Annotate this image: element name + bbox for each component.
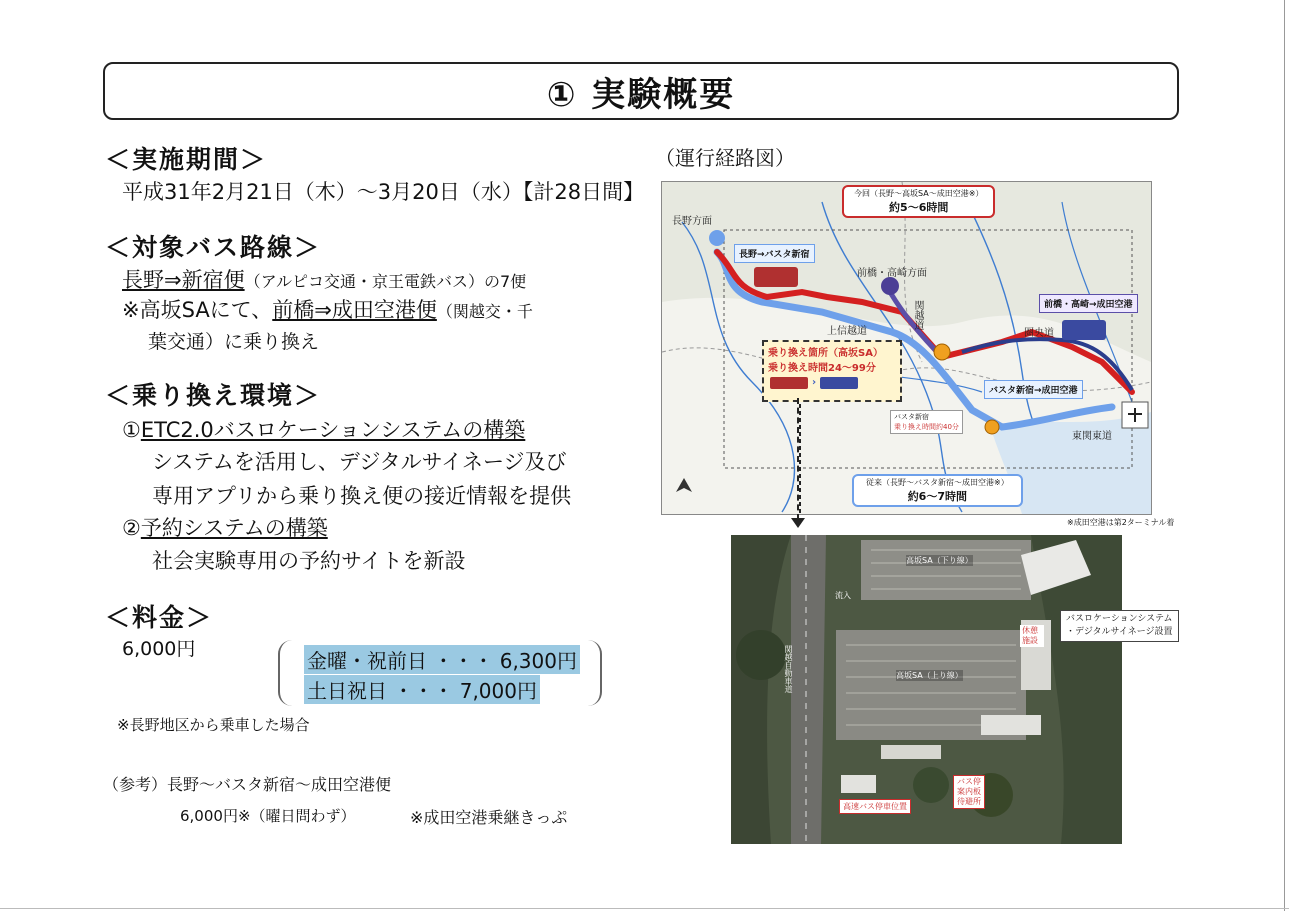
reference-ticket-note: ※成田空港乗継きっぷ [410,808,568,827]
old-route-time: 約6～7時間 [907,490,967,503]
period-heading: ＜実施期間＞ [105,145,268,174]
current-route-label: 今回（長野～高坂SA～成田空港※） [854,189,984,198]
transfer-point-time: 乗り換え時間24～99分 [768,363,876,374]
page-edge-right [1284,0,1285,911]
route-transfer-prefix: ※高坂SAにて、 [122,298,273,322]
route-transfer-operators: （関越交・千 [436,302,533,321]
map-footnote: ※成田空港は第2ターミナル着 [1067,518,1175,527]
fare-friday: 金曜・祝前日 ・・・ 6,300円 [304,645,580,674]
fare-base: 6,000円 [122,638,196,660]
transfer-item-2-title: 予約システムの構築 [140,516,328,540]
transfer-item-2-desc: 社会実験専用の予約サイトを新設 [152,549,466,573]
route-maebashi-narita: 前橋⇒成田空港便 [272,298,437,322]
facility-label: 休憩施設 [1020,625,1044,647]
label-kanetsu: 関越道 [912,300,923,330]
reference-line-2: 6,000円※（曜日問わず） [180,807,356,825]
reference-line-1: （参考）長野～バスタ新宿～成田空港便 [103,775,392,794]
shinjuku-transfer-time: 乗り換え時間約40分 [894,423,959,431]
route-nagano-shinjuku: 長野⇒新宿便 [122,268,245,292]
shinjuku-transfer-box [890,410,963,434]
busloc-line-2: ・デジタルサイネージ設置 [1066,627,1173,637]
transfer-item-1-desc-2: 専用アプリから乗り換え便の接近情報を提供 [152,484,572,508]
fare-heading: ＜料金＞ [105,603,214,632]
shinjuku-transfer-name: バスタ新宿 [894,413,929,421]
label-maebashi: 前橋・高崎方面 [857,268,927,279]
entry-label: 流入 [835,591,851,600]
current-route-callout [842,185,995,218]
transfer-item-2 [122,512,328,542]
highway-label: 関越自動車道 [784,645,793,693]
transfer-item-1-num: ① [122,418,141,442]
route-line-3: 葉交通）に乗り換え [148,331,320,353]
sa-up-label: 高坂SA（上り線） [896,671,963,680]
stop-sign-box [953,775,985,809]
transfer-heading: ＜乗り換え環境＞ [105,381,322,410]
route-line-2 [122,294,533,324]
arrow-right-icon: › [812,377,817,388]
transfer-point-name: 乗り換え箇所（高坂SA） [768,348,883,359]
aerial-photo [731,535,1122,844]
bus-blue-icon [820,377,858,389]
transfer-item-1-title: ETC2.0バスロケーションシステムの構築 [140,418,526,442]
label-nagano: 長野方面 [672,216,712,227]
transfer-item-2-num: ② [122,516,141,540]
connector-arrow-icon [791,518,805,528]
label-joshinetsu: 上信越道 [827,326,867,337]
busloc-callout [1060,610,1179,642]
transfer-item-1-desc-1: システムを活用し、デジタルサイネージ及び [152,450,567,474]
fare-weekend: 土日祝日 ・・・ 7,000円 [304,675,540,704]
route-heading: ＜対象バス路線＞ [105,233,322,262]
fare-note: ※長野地区から乗車した場合 [117,716,310,734]
stop-sign-line-1: バス停 [957,777,981,786]
period-dates: 平成31年2月21日（木）～3月20日（水）【計28日間】 [122,180,645,204]
route-line-1 [122,264,526,294]
route-operators: （アルピコ交通・京王電鉄バス）の7便 [244,272,527,291]
label-kenodo: 圏央道 [1024,328,1054,339]
sa-down-label: 高坂SA（下り線） [906,556,973,565]
map-caption: （運行経路図） [655,146,795,170]
label-higashikanto: 東関東道 [1072,431,1112,442]
connector-line [797,398,799,520]
old-route-label: 従来（長野～バスタ新宿～成田空港※） [866,478,1009,487]
current-route-time: 約5～6時間 [889,201,949,214]
route-map [661,181,1152,515]
busloc-line-1: バスロケーションシステム [1066,614,1173,624]
page-edge-bottom [0,908,1289,909]
route-map-graphic [662,182,1151,514]
page-title-text: ① 実験概要 [546,74,736,115]
label-nagano-shinjuku: 長野→バスタ新宿 [734,244,815,263]
stop-sign-line-2: 案内板 [957,787,981,796]
bus-stop-label: 高速バス停車位置 [839,799,911,814]
label-maebashi-narita: 前橋・高崎→成田空港 [1039,294,1138,313]
old-route-callout [852,474,1023,507]
page-title [103,62,1179,120]
stop-sign-line-3: 待避所 [957,797,981,806]
transfer-item-1 [122,414,525,444]
label-shinjuku-narita: バスタ新宿→成田空港 [984,380,1083,399]
transfer-point-box [762,340,902,402]
bus-red-icon [770,377,808,389]
